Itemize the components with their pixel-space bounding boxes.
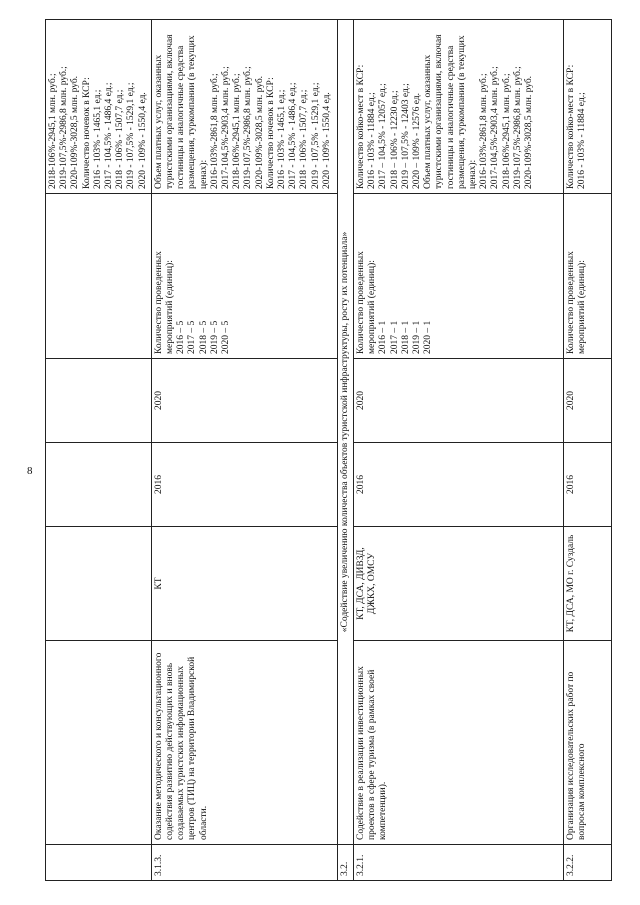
item-indicator-line: 2020 – 5: [221, 320, 232, 354]
item-result-line: туристскими организациями, включая: [165, 34, 176, 189]
item-end-year: 2020: [354, 359, 564, 443]
item-result-line: 2018-106%-2945,1 млн. руб.;: [48, 73, 58, 189]
item-number: 3.1.3.: [151, 845, 337, 881]
item-indicator-line: 2019 – 5: [209, 320, 220, 354]
item-result-line: Объем платных услуг, оказанных: [423, 54, 434, 189]
item-result: [46, 20, 152, 194]
item-indicator-line: 2019 – 1: [412, 320, 423, 354]
item-result-line: 2016 - 103% - 11884 ед.;: [367, 92, 378, 189]
item-indicator-line: 2016 – 1: [378, 320, 389, 354]
item-result-line: 2017-104,5%-2903,4 млн. руб.;: [490, 66, 501, 189]
item-result-line: 2019-107,5%-2986,8 млн. руб.;: [59, 66, 70, 189]
item-result-line: 2016 - 103% - 1465,1 ед.;: [277, 89, 288, 189]
item-indicator-line: мероприятий (единиц):: [577, 260, 588, 354]
item-indicator: [46, 194, 152, 359]
item-indicator-line: мероприятий (единиц):: [165, 260, 176, 354]
item-end-year: 2020: [564, 359, 612, 443]
item-result-line: 2020 - 109% - 1550,4 ед.: [137, 92, 148, 189]
item-result-line: 2018 - 106% - 1507,7 ед.;: [299, 89, 310, 189]
item-result-line: 2019-107,5%-2986,8 млн. руб.;: [512, 66, 523, 189]
item-indicator-line: 2017 – 5: [187, 320, 198, 354]
item-result-line: 2017 – 104,5% - 12057 ед.;: [378, 83, 389, 189]
item-result-line: ценах):: [468, 159, 479, 189]
item-result-line: 2020 - 109% - 1550,4 ед.: [321, 92, 332, 189]
item-indicator-line: 2017 – 1: [389, 320, 400, 354]
item-start-year: 2016: [354, 443, 564, 527]
item-number: 3.2.1.: [354, 845, 564, 881]
page-number: 8: [27, 465, 33, 477]
item-indicator-line: 2016 – 5: [176, 320, 187, 354]
item-name: [46, 641, 152, 845]
item-number: 3.2.2.: [564, 845, 612, 881]
item-result-line: 2020-109%-3028,5 млн. руб.: [70, 75, 81, 189]
item-result-line: 2019 - 107,5% - 1529,1 ед.;: [126, 82, 137, 189]
section-title: «Содействие увеличению количества объектов туристской инфраструктуры, росту их потенциала»: [337, 20, 353, 845]
item-end-year: 2020: [151, 359, 337, 443]
item-indicator: [151, 194, 337, 359]
item-result-line: 2018-106%-2945,1 млн. руб.;: [232, 73, 243, 189]
item-result-line: Количество койко-мест в КСР:: [566, 64, 577, 189]
item-result-line: 2020-109%-3028,5 млн. руб.: [524, 75, 535, 189]
item-indicator-line: 2018 – 1: [400, 320, 411, 354]
table-row: [46, 20, 152, 881]
item-result-line: размещения, туркомпании (в текущих: [187, 35, 198, 189]
section-row: [337, 20, 353, 881]
item-result-line: 2019-107,5%-2986,8 млн. руб.;: [243, 66, 254, 189]
measures-table: [45, 19, 612, 881]
item-result-line: Количество ночевок в КСР:: [265, 77, 276, 189]
item-executor: [46, 527, 152, 641]
item-result-line: Объем платных услуг, оказанных: [153, 54, 164, 189]
item-result-line: 2017-104,5%-2903,4 млн. руб.;: [221, 66, 232, 189]
item-result-line: 2018 – 106% - 12230 ед.;: [389, 90, 400, 189]
item-result-line: 2016 - 103% - 11884 ед.;: [577, 92, 588, 189]
item-result-line: 2017 - 104,5% - 1486,4 ед.;: [288, 82, 299, 189]
item-result-line: 2020 – 109% - 12576 ед.: [412, 92, 423, 189]
item-result-line: 2016 - 103% - 1465,1 ед.;: [92, 89, 103, 189]
item-result-line: Количество ночевок в КСР:: [81, 77, 92, 189]
item-executor: КТ, ДСА, ДИВЗД, ДЖКХ, ОМСУ: [354, 527, 564, 641]
item-result-line: 2019 – 107,5% - 12403 ед.;: [400, 83, 411, 189]
item-indicator-line: Количество проведенных: [153, 251, 164, 354]
item-end-year: [46, 359, 152, 443]
item-result-line: 2019 - 107,5% - 1529,1 ед.;: [310, 82, 321, 189]
item-result-line: 2018-106%-2945,1 млн. руб.;: [501, 73, 512, 189]
item-name: Организация исследовательских работ по вопросам комплексного: [564, 641, 612, 845]
item-result-line: 2016-103%-2861,8 млн. руб.;: [479, 73, 490, 189]
item-result: [151, 20, 337, 194]
item-indicator-line: 2018 – 5: [198, 320, 209, 354]
item-indicator: [564, 194, 612, 359]
item-start-year: [46, 443, 152, 527]
item-result-line: туристскими организациями, включая: [434, 34, 445, 189]
item-result-line: размещения, туркомпании (в текущих: [456, 35, 467, 189]
table-row: [151, 20, 337, 881]
item-number: [46, 845, 152, 881]
item-result-line: Количество койко-мест в КСР:: [356, 64, 367, 189]
item-result-line: 2017 - 104,5% - 1486,4 ед.;: [104, 82, 115, 189]
item-result-line: гостиницы и аналогичные средства: [176, 45, 187, 189]
item-indicator-line: 2020 – 1: [423, 320, 434, 354]
item-indicator: [354, 194, 564, 359]
item-start-year: 2016: [151, 443, 337, 527]
item-name: Содействие в реализации инвестиционных проектов в сфере туризма (в рамках своей компетенции).: [354, 641, 564, 845]
item-result-line: 2020-109%-3028,5 млн. руб.: [254, 75, 265, 189]
item-name: Оказание методического и консультационного содействия развитию действующих и вновь создаваемых туристских информационных центров (ТИЦ) на территории Владимирской области.: [151, 641, 337, 845]
item-result-line: 2018 - 106% - 1507,7 ед.;: [115, 89, 126, 189]
item-start-year: 2016: [564, 443, 612, 527]
item-indicator-line: Количество проведенных: [566, 251, 577, 354]
section-number: 3.2.: [337, 845, 353, 881]
item-result-line: 2016-103%-2861,8 млн. руб.;: [209, 73, 220, 189]
item-indicator-line: мероприятий (единиц):: [367, 260, 378, 354]
item-indicator-line: Количество проведенных: [356, 251, 367, 354]
item-result: [354, 20, 564, 194]
table-row: [564, 20, 612, 881]
item-executor: КТ: [151, 527, 337, 641]
item-result: [564, 20, 612, 194]
item-result-line: гостиницы и аналогичные средства: [445, 45, 456, 189]
item-executor: КТ, ДСА, МО г. Суздаль: [564, 527, 612, 641]
table-row: [354, 20, 564, 881]
item-result-line: ценах):: [198, 159, 209, 189]
